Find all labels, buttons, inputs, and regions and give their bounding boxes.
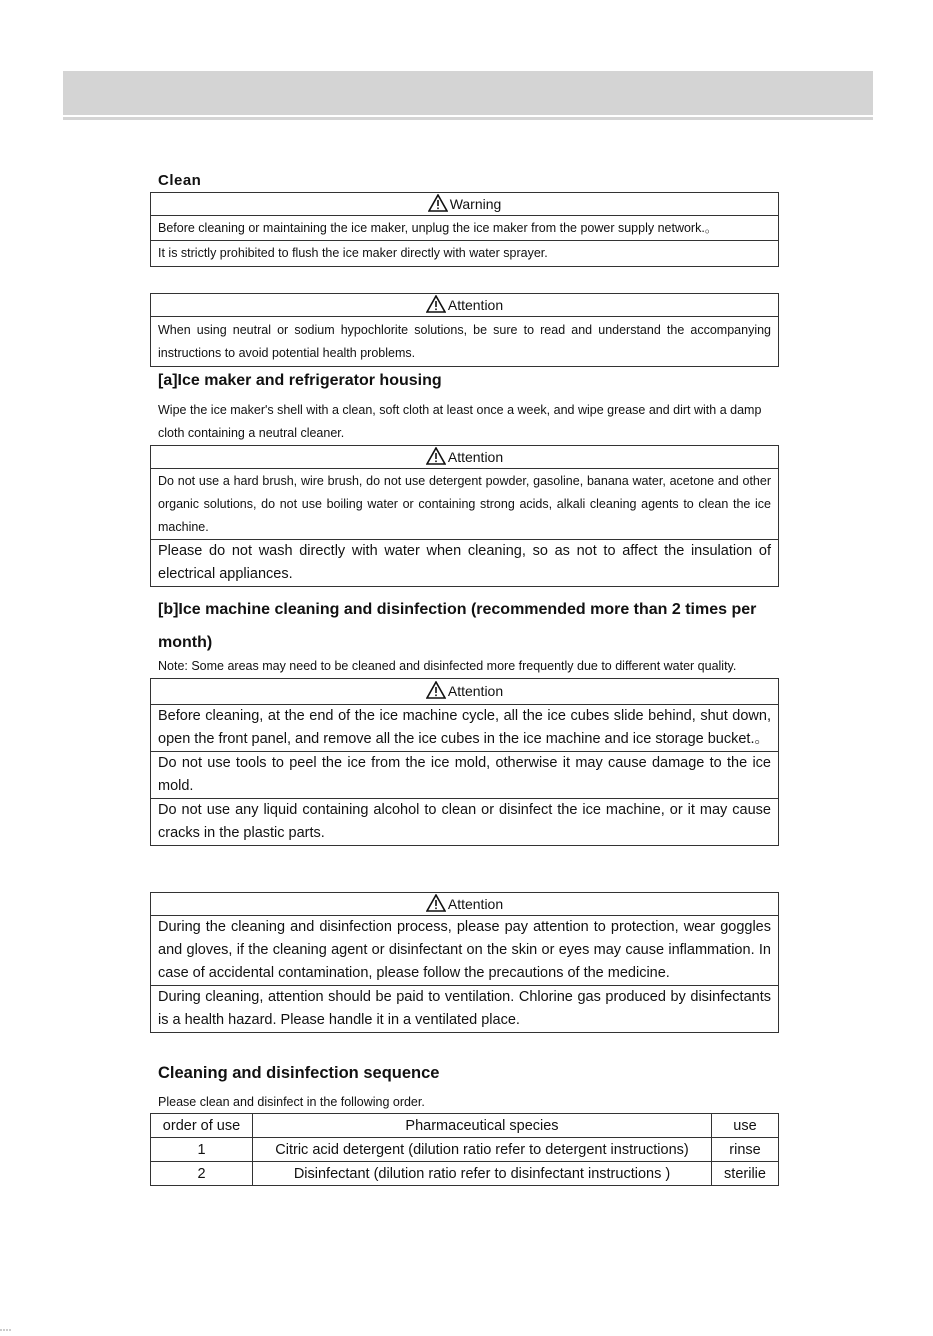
warning-row: Before cleaning or maintaining the ice maker, unplug the ice maker from the power supply network.。 xyxy=(151,216,778,241)
warning-triangle-icon xyxy=(426,894,446,918)
section-heading-sequence: Cleaning and disinfection sequence xyxy=(158,1064,440,1082)
attention-box-title xyxy=(151,446,778,469)
attention-row: During the cleaning and disinfection process, please pay attention to protection, wear goggles and gloves, if the cleaning agent or disinfectant on the skin or eyes may cause inflammation. In case of accidental contamination, please follow the precautions of the medicine. xyxy=(151,916,778,986)
attention-title-text: Attention xyxy=(447,449,504,465)
table-header-cell: use xyxy=(712,1114,779,1138)
table-row xyxy=(151,1162,779,1186)
table-header-cell: order of use xyxy=(151,1114,253,1138)
warning-row: It is strictly prohibited to flush the ice maker directly with water sprayer. xyxy=(158,246,548,260)
attention-box-4 xyxy=(150,892,779,1033)
warning-triangle-icon xyxy=(426,447,446,471)
attention-title-text: Attention xyxy=(447,297,504,313)
section-note-b: Note: Some areas may need to be cleaned and disinfected more frequently due to different water quality. xyxy=(158,659,737,673)
warning-box-title xyxy=(151,193,778,216)
section-heading-b: [b]Ice machine cleaning and disinfection (recommended more than 2 times per month) xyxy=(158,601,757,651)
attention-row: Do not use tools to peel the ice from the ice mold, otherwise it may cause damage to the ice mold. xyxy=(151,752,778,799)
section-text-a: Wipe the ice maker's shell with a clean, soft cloth at least once a week, and wipe grease and dirt with a damp cloth containing a neutral cleaner. xyxy=(158,403,762,440)
table-header-row xyxy=(151,1114,779,1138)
table-header-cell: Pharmaceutical species xyxy=(253,1114,712,1138)
attention-row: Please do not wash directly with water when cleaning, so as not to affect the insulation of electrical appliances. xyxy=(158,543,771,582)
table-cell: rinse xyxy=(712,1138,779,1162)
header-band xyxy=(63,71,873,115)
table-row xyxy=(151,1138,779,1162)
attention-row: Before cleaning, at the end of the ice machine cycle, all the ice cubes slide behind, shut down, open the front panel, and remove all the ice cubes in the ice machine and ice storage bucket.。 xyxy=(151,705,778,752)
attention-row: Do not use a hard brush, wire brush, do not use detergent powder, gasoline, banana water, acetone and other organic solutions, do not use boiling water or containing strong acids, alkali cleaning agents to clean the ice machine. xyxy=(151,469,778,540)
attention-title-text: Attention xyxy=(447,896,504,912)
warning-triangle-icon xyxy=(426,681,446,707)
section-title-clean: Clean xyxy=(158,172,202,189)
table-cell: Citric acid detergent (dilution ratio refer to detergent instructions) xyxy=(253,1138,712,1162)
attention-title-text: Attention xyxy=(447,683,504,699)
attention-box-1 xyxy=(150,293,779,367)
table-cell: sterilie xyxy=(712,1162,779,1186)
attention-box-3 xyxy=(150,678,779,846)
attention-box-title xyxy=(151,294,778,317)
attention-box-title xyxy=(151,679,778,705)
attention-row: Do not use any liquid containing alcohol to clean or disinfect the ice machine, or it may cause cracks in the plastic parts. xyxy=(158,802,771,841)
table-cell: 1 xyxy=(151,1138,253,1162)
warning-box xyxy=(150,192,779,267)
attention-row: When using neutral or sodium hypochlorite solutions, be sure to read and understand the accompanying instructions to avoid potential health problems. xyxy=(158,323,771,360)
header-rule xyxy=(63,117,873,120)
attention-row: During cleaning, attention should be paid to ventilation. Chlorine gas produced by disinfectants is a health hazard. Please handle it in a ventilated place. xyxy=(158,989,771,1028)
warning-title-text: Warning xyxy=(449,196,502,212)
section-heading-a: [a]Ice maker and refrigerator housing xyxy=(158,372,442,389)
warning-triangle-icon xyxy=(428,194,448,218)
sequence-table xyxy=(150,1113,779,1186)
section-text-sequence: Please clean and disinfect in the following order. xyxy=(158,1095,425,1109)
table-cell: 2 xyxy=(151,1162,253,1186)
attention-box-2 xyxy=(150,445,779,587)
warning-triangle-icon xyxy=(426,295,446,319)
table-cell: Disinfectant (dilution ratio refer to disinfectant instructions ) xyxy=(253,1162,712,1186)
attention-box-title xyxy=(151,893,778,916)
scan-edge-mark xyxy=(0,1318,14,1324)
